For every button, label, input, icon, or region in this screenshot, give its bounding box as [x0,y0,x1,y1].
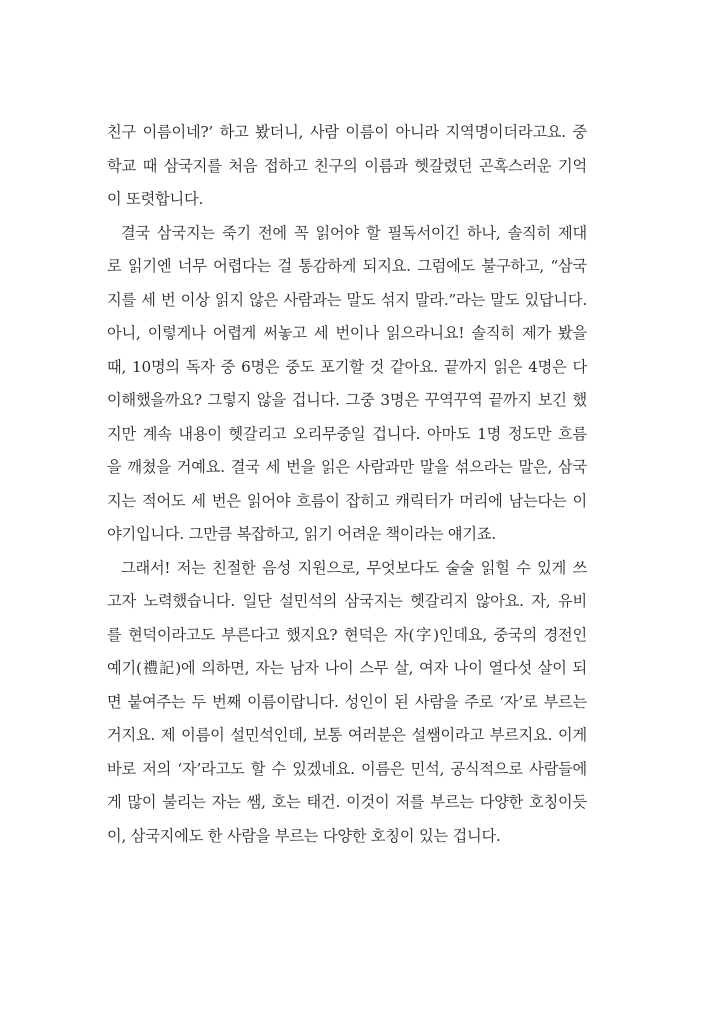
text-line: 이해했을까요? 그렇지 않을 겁니다. 그중 3명은 꾸역꾸역 끝까지 보긴 했 [107,391,587,409]
paragraph-1 [107,116,587,217]
text-line: 거지요. 제 이름이 설민석인데, 보통 여러분은 설쌤이라고 부르지요. 이게 [107,726,587,744]
text-line: 예기(禮記)에 의하면, 자는 남자 나이 스무 살, 여자 나이 열다섯 살이 되 [107,659,587,677]
text-line: 를 현덕이라고도 부른다고 했지요? 현덕은 자(字)인데요, 중국의 경전인 [107,625,587,644]
text-line: 게 많이 불리는 자는 쌤, 호는 태건. 이것이 저를 부르는 다양한 호칭이듯 [107,793,587,811]
text-line: 아니, 이렇게나 어렵게 써놓고 세 번이나 읽으라니요! 솔직히 제가 봤을 [107,324,587,342]
paragraph-2 [107,217,587,552]
text-line: 고자 노력했습니다. 일단 설민석의 삼국지는 헷갈리지 않아요. 자, 유비 [107,592,587,610]
text-line: 로 읽기엔 너무 어렵다는 걸 통감하게 되지요. 그럼에도 불구하고, “삼국 [107,257,587,275]
body-text [107,116,587,853]
text-line: 면 붙여주는 두 번째 이름이랍니다. 성인이 된 사람을 주로 ‘자’로 부르는 [107,692,587,711]
text-line: 야기입니다. 그만큼 복잡하고, 읽기 어려운 책이라는 얘기죠. [107,525,496,543]
text-line: 이 또렷합니다. [107,190,204,208]
text-line: 그래서! 저는 친절한 음성 지원으로, 무엇보다도 술술 읽힐 수 있게 쓰 [121,558,587,577]
text-line: 결국 삼국지는 죽기 전에 꼭 읽어야 할 필독서이긴 하나, 솔직히 제대 [121,223,587,242]
text-line: 지를 세 번 이상 읽지 않은 사람과는 말도 섞지 말라.”라는 말도 있답니다. [107,290,587,309]
text-line: 지는 적어도 세 번은 읽어야 흐름이 잡히고 캐릭터가 머리에 남는다는 이 [107,491,587,510]
text-line: 이, 삼국지에도 한 사람을 부르는 다양한 호칭이 있는 겁니다. [107,826,501,845]
text-line: 을 깨쳤을 거예요. 결국 세 번을 읽은 사람과만 말을 섞으라는 말은, 삼국 [107,458,587,476]
text-line: 때, 10명의 독자 중 6명은 중도 포기할 것 같아요. 끝까지 읽은 4명은 다 [107,357,587,376]
text-line: 지만 계속 내용이 헷갈리고 오리무중일 겁니다. 아마도 1명 정도만 흐름 [107,424,587,443]
text-line: 바로 저의 ‘자’라고도 할 수 있겠네요. 이름은 민석, 공식적으로 사람들에 [107,759,587,778]
paragraph-3 [107,552,587,854]
text-line: 학교 때 삼국지를 처음 접하고 친구의 이름과 헷갈렸던 곤혹스러운 기억 [107,156,587,175]
text-line: 친구 이름이네?’ 하고 봤더니, 사람 이름이 아니라 지역명이더라고요. 중 [107,123,587,141]
